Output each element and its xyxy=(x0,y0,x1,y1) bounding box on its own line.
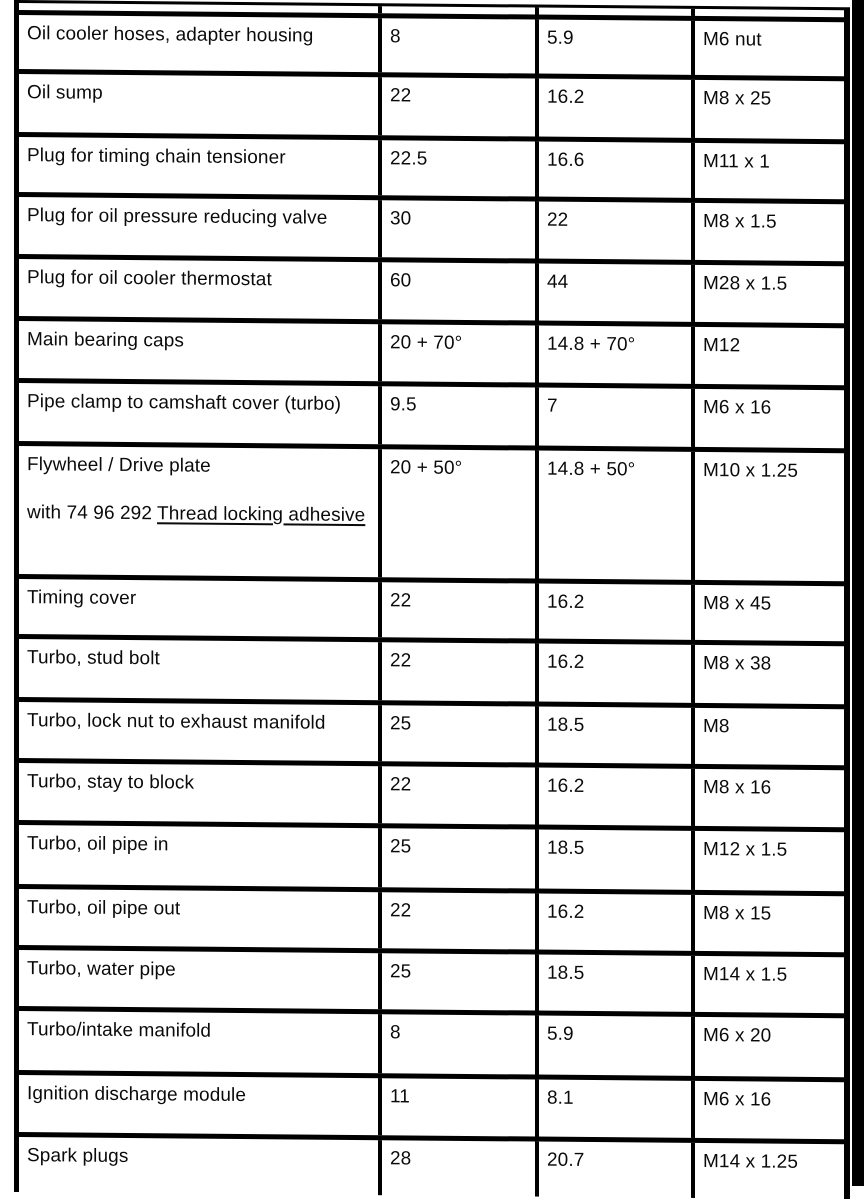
table-row xyxy=(19,1006,844,1077)
table-row xyxy=(19,945,844,1013)
table-row xyxy=(19,697,844,765)
torque-lbft-cell: 44 xyxy=(539,264,695,322)
torque-lbft-cell: 5.9 xyxy=(539,1016,695,1076)
fastener-description: Spark plugs xyxy=(27,1145,129,1167)
torque-lbft-cell: 16.2 xyxy=(539,768,695,826)
fastener-description: Oil sump xyxy=(27,82,103,104)
table-row xyxy=(19,192,844,261)
thread-size-cell: M8 x 38 xyxy=(703,653,772,675)
table-row xyxy=(19,574,844,641)
torque-lbft-cell: 20.7 xyxy=(539,1142,695,1198)
torque-nm-cell: 60 xyxy=(382,262,539,320)
description-cell xyxy=(19,259,382,319)
description-cell xyxy=(19,889,382,948)
torque-nm-cell: 20 + 50° xyxy=(382,449,539,578)
thread-size-cell: M8 x 25 xyxy=(703,88,772,110)
thread-size-cell: M14 x 1.5 xyxy=(703,964,788,986)
thread-size-cell: M6 x 20 xyxy=(703,1025,772,1047)
fastener-description: Plug for oil pressure reducing valve xyxy=(27,205,328,229)
torque-nm-cell: 8 xyxy=(382,1014,539,1074)
thread-size-cell: M28 x 1.5 xyxy=(703,273,788,295)
description-cell xyxy=(19,197,382,257)
thread-size-cell: M8 x 16 xyxy=(703,777,772,799)
fastener-description: Turbo, oil pipe out xyxy=(27,897,181,920)
torque-nm-cell: 22 xyxy=(382,892,539,949)
scanned-page-skew xyxy=(14,0,850,1199)
thread-size-cell: M8 x 15 xyxy=(703,903,772,925)
thread-size-cell: M12 xyxy=(703,335,741,357)
thread-size-cell: M11 x 1 xyxy=(703,151,770,173)
table-row xyxy=(19,820,844,891)
torque-nm-cell: 25 xyxy=(382,953,539,1010)
table-row xyxy=(19,1070,844,1139)
table-row xyxy=(19,1132,844,1199)
table-row xyxy=(19,254,844,323)
thread-size-cell: M6 x 16 xyxy=(703,1089,772,1111)
description-cell xyxy=(19,702,382,761)
fastener-description: Turbo, oil pipe in xyxy=(27,833,169,856)
torque-lbft-cell: 18.5 xyxy=(539,707,695,764)
fastener-description: Ignition discharge module xyxy=(27,1083,247,1107)
description-cell xyxy=(19,137,382,195)
thread-size-cell: M14 x 1.25 xyxy=(703,1151,798,1173)
torque-lbft-cell: 7 xyxy=(539,388,695,447)
thread-size-cell: M6 nut xyxy=(703,29,762,51)
description-cell xyxy=(19,1075,382,1135)
clipped-cell xyxy=(382,6,539,14)
torque-nm-cell: 22 xyxy=(382,582,539,638)
torque-lbft-cell: 8.1 xyxy=(539,1080,695,1138)
table-row xyxy=(19,634,844,704)
table-row xyxy=(19,378,844,448)
fastener-description: Turbo/intake manifold xyxy=(27,1019,212,1042)
scan-edge-artifact xyxy=(852,0,864,1186)
description-cell xyxy=(19,383,382,444)
clipped-cell xyxy=(695,9,844,17)
torque-nm-cell: 25 xyxy=(382,705,539,762)
table-row xyxy=(19,132,844,199)
fastener-note xyxy=(27,501,372,528)
table-row xyxy=(19,884,844,952)
torque-nm-cell: 28 xyxy=(382,1140,539,1196)
torque-lbft-cell: 16.2 xyxy=(539,894,695,951)
description-cell xyxy=(19,321,382,381)
table-row xyxy=(19,10,844,76)
torque-nm-cell: 20 + 70° xyxy=(382,324,539,382)
torque-nm-cell: 22.5 xyxy=(382,140,539,196)
fastener-description: Plug for timing chain tensioner xyxy=(27,145,286,169)
thread-size-cell: M8 x 1.5 xyxy=(703,211,777,233)
fastener-description: Turbo, stay to block xyxy=(27,771,195,794)
torque-lbft-cell: 16.2 xyxy=(539,644,695,703)
torque-lbft-cell: 5.9 xyxy=(539,20,695,75)
fastener-description: Plug for oil cooler thermostat xyxy=(27,267,272,291)
table-body xyxy=(19,10,844,1199)
description-cell xyxy=(19,1011,382,1073)
table-row xyxy=(19,758,844,827)
thread-size-cell: M8 xyxy=(703,716,730,738)
description-cell xyxy=(19,446,382,577)
table-row xyxy=(19,441,844,581)
torque-lbft-cell: 16.6 xyxy=(539,142,695,198)
description-cell xyxy=(19,74,382,135)
description-cell xyxy=(19,763,382,823)
description-cell xyxy=(19,639,382,700)
fastener-description: Timing cover xyxy=(27,587,137,610)
thread-size-cell: M6 x 16 xyxy=(703,397,772,419)
thread-size-cell: M10 x 1.25 xyxy=(703,460,798,482)
description-cell xyxy=(19,579,382,637)
torque-lbft-cell: 14.8 + 50° xyxy=(539,451,695,580)
thread-size-cell: M8 x 45 xyxy=(703,593,772,615)
torque-nm-cell: 11 xyxy=(382,1078,539,1136)
fastener-description: Pipe clamp to camshaft cover (turbo) xyxy=(27,391,342,415)
fastener-description: Flywheel / Drive plate xyxy=(27,454,211,477)
clipped-cell xyxy=(539,8,695,16)
table-row xyxy=(19,69,844,139)
torque-lbft-cell: 18.5 xyxy=(539,955,695,1012)
note-underlined: Thread locking adhesive xyxy=(157,503,366,527)
fastener-description: Turbo, lock nut to exhaust manifold xyxy=(27,710,326,734)
torque-lbft-cell: 16.2 xyxy=(539,584,695,640)
thread-size-cell: M12 x 1.5 xyxy=(703,839,788,861)
fastener-description: Turbo, water pipe xyxy=(27,958,176,981)
torque-lbft-cell: 18.5 xyxy=(539,830,695,890)
torque-nm-cell: 22 xyxy=(382,642,539,701)
torque-lbft-cell: 16.2 xyxy=(539,79,695,138)
torque-nm-cell: 8 xyxy=(382,18,539,73)
description-cell xyxy=(19,15,382,72)
note-prefix: with 74 96 292 xyxy=(27,502,158,525)
fastener-description: Main bearing caps xyxy=(27,329,184,352)
torque-lbft-cell: 14.8 + 70° xyxy=(539,326,695,384)
description-cell xyxy=(19,825,382,887)
fastener-description: Oil cooler hoses, adapter housing xyxy=(27,23,314,47)
torque-nm-cell: 9.5 xyxy=(382,386,539,445)
fastener-description: Turbo, stud bolt xyxy=(27,647,160,670)
torque-nm-cell: 22 xyxy=(382,766,539,824)
torque-nm-cell: 30 xyxy=(382,200,539,258)
torque-lbft-cell: 22 xyxy=(539,202,695,260)
torque-spec-table xyxy=(14,0,850,1199)
torque-nm-cell: 25 xyxy=(382,828,539,888)
torque-nm-cell: 22 xyxy=(382,77,539,136)
description-cell xyxy=(19,950,382,1009)
table-row xyxy=(19,316,844,385)
description-cell xyxy=(19,1137,382,1195)
